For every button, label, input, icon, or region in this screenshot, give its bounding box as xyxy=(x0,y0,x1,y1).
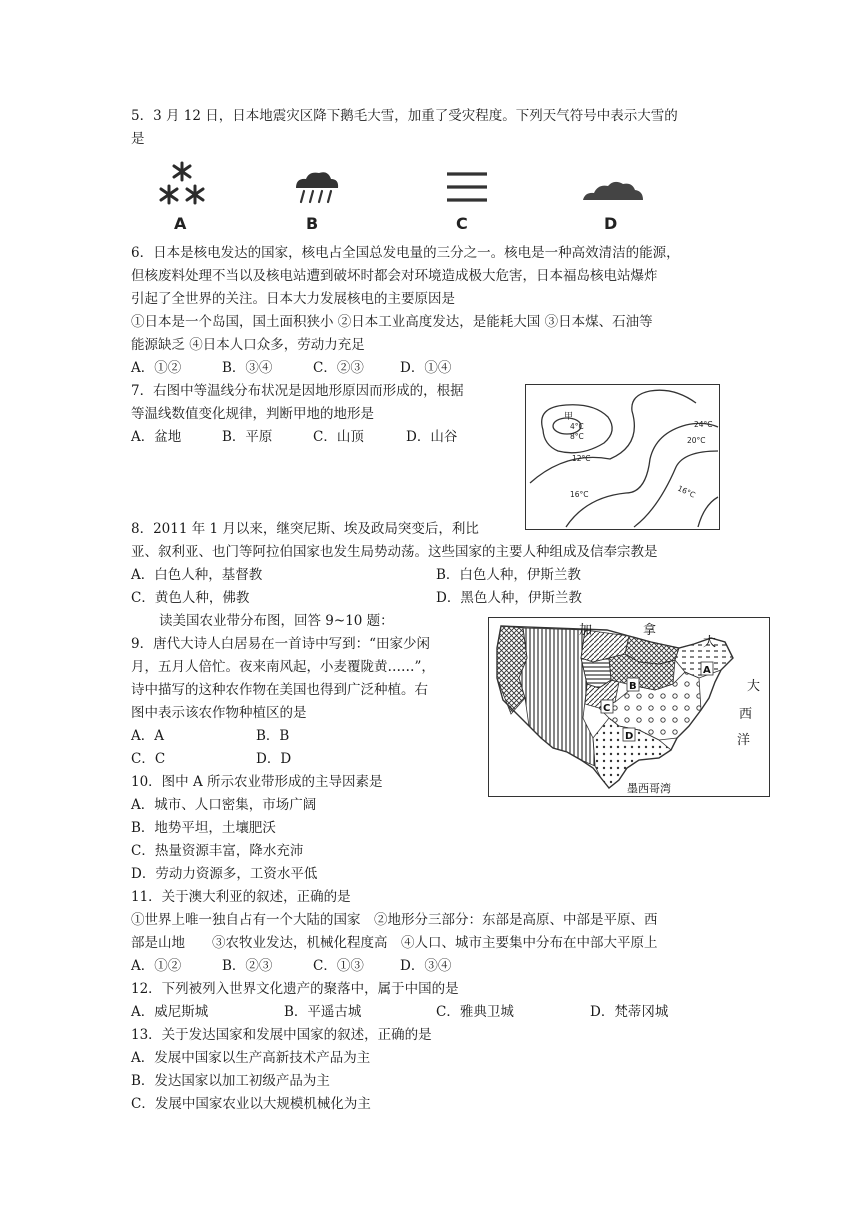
symbol-b-label: B xyxy=(306,214,319,233)
q6-option-b: B．③④ xyxy=(222,360,273,376)
q7-option-b: B．平原 xyxy=(222,429,273,445)
q13-option-b: B．发达国家以加工初级产品为主 xyxy=(131,1073,330,1089)
q11-option-b: B．②③ xyxy=(222,958,273,974)
q8-line1: 8．2011 年 1 月以来，继突尼斯、埃及政局突变后，利比 xyxy=(131,521,479,537)
q6-option-a: A．①② xyxy=(131,360,182,376)
canada-char-3: 大 xyxy=(703,635,717,650)
zone-c-label: C xyxy=(603,703,611,714)
q11-line2: ①世界上唯一独自占有一个大陆的国家 ②地形分三部分：东部是高原、中部是平原、西 xyxy=(131,912,658,928)
isotherm-16-right-label: 16°C xyxy=(676,483,697,500)
q7-option-d: D．山谷 xyxy=(406,429,458,445)
isotherm-16-label: 16°C xyxy=(570,490,589,499)
isotherm-12-label: 12°C xyxy=(572,454,591,463)
q11-option-a: A．①② xyxy=(131,958,182,974)
q9-line2: 月，五月人倍忙。夜来南风起，小麦覆陇黄……”， xyxy=(131,659,435,675)
q10-stem: 10．图中 A 所示农业带形成的主导因素是 xyxy=(131,774,383,790)
q9-line1: 9．唐代大诗人白居易在一首诗中写到：“田家少闲 xyxy=(131,636,430,652)
q13-option-c: C．发展中国家农业以大规模机械化为主 xyxy=(131,1096,371,1112)
q9-line4: 图中表示该农作物种植区的是 xyxy=(131,705,307,721)
atlantic-char-2: 西 xyxy=(739,707,753,722)
q6-line4: ①日本是一个岛国，国土面积狭小 ②日本工业高度发达，是能耗大国 ③日本煤、石油等 xyxy=(131,314,653,330)
q10-option-b: B．地势平坦，土壤肥沃 xyxy=(131,820,276,836)
q9-option-b: B．B xyxy=(256,728,290,744)
q5-stem-line1: 5．3 月 12 日，日本地震灾区降下鹅毛大雪，加重了受灾程度。下列天气符号中表示大雪的 xyxy=(131,108,678,124)
q6-line1: 6．日本是核电发达的国家，核电占全国总发电量的三分之一。核电是一种高效清洁的能源， xyxy=(131,245,680,261)
q11-line3: 部是山地 ③农牧业发达，机械化程度高 ④人口、城市主要集中分布在中部大平原上 xyxy=(131,935,658,951)
isotherm-24-label: 24°C xyxy=(694,420,713,429)
symbol-a-label: A xyxy=(174,214,187,233)
q9-option-c: C．C xyxy=(131,751,166,767)
q12-option-a: A．威尼斯城 xyxy=(131,1004,209,1020)
q8-option-b: B．白色人种，伊斯兰教 xyxy=(436,567,581,583)
q9-line3: 诗中描写的这种农作物在美国也得到广泛种植。右 xyxy=(131,682,428,698)
overcast-cloud-icon xyxy=(580,178,646,206)
q9-option-d: D．D xyxy=(256,751,292,767)
q5-stem-line2: 是 xyxy=(131,131,145,147)
q10-option-a: A．城市、人口密集，市场广阔 xyxy=(131,797,317,813)
q7-line2: 等温线数值变化规律，判断甲地的地形是 xyxy=(131,406,374,422)
symbol-d-label: D xyxy=(604,214,618,233)
gulf-of-mexico-label: 墨西哥湾 xyxy=(627,782,671,795)
canada-char-2: 拿 xyxy=(643,623,657,638)
q8-option-a: A．白色人种，基督教 xyxy=(131,567,263,583)
symbol-c-label: C xyxy=(456,214,468,233)
atlantic-char-1: 大 xyxy=(747,679,761,694)
q7-option-c: C．山顶 xyxy=(313,429,364,445)
isotherm-4-label: 4°C xyxy=(570,422,584,431)
isotherm-map xyxy=(526,385,719,529)
canada-char-1: 加 xyxy=(579,623,593,638)
q11-stem: 11．关于澳大利亚的叙述，正确的是 xyxy=(131,889,351,905)
q6-line2: 但核废料处理不当以及核电站遭到破坏时都会对环境造成极大危害，日本福岛核电站爆炸 xyxy=(131,268,658,284)
q11-option-c: C．①③ xyxy=(313,958,364,974)
q12-option-c: C．雅典卫城 xyxy=(436,1004,514,1020)
q10-option-c: C．热量资源丰富，降水充沛 xyxy=(131,843,304,859)
q12-option-b: B．平遥古城 xyxy=(284,1004,362,1020)
q12-option-d: D．梵蒂冈城 xyxy=(590,1004,669,1020)
isotherm-figure xyxy=(525,384,720,530)
q11-option-d: D．③④ xyxy=(400,958,452,974)
q6-line5: 能源缺乏 ④日本人口众多，劳动力充足 xyxy=(131,337,365,353)
fog-icon xyxy=(445,169,489,205)
reading-intro: 读美国农业带分布图，回答 9~10 题： xyxy=(159,613,394,629)
heavy-snow-icon xyxy=(158,160,208,212)
q13-option-a: A．发展中国家以生产高新技术产品为主 xyxy=(131,1050,371,1066)
us-agriculture-map xyxy=(488,617,770,797)
q8-option-d: D．黑色人种，伊斯兰教 xyxy=(436,590,582,606)
q8-line2: 亚、叙利亚、也门等阿拉伯国家也发生局势动荡。这些国家的主要人种组成及信奉宗教是 xyxy=(131,544,658,560)
q12-stem: 12．下列被列入世界文化遗产的聚落中，属于中国的是 xyxy=(131,981,459,997)
isotherm-20-label: 20°C xyxy=(687,436,706,445)
q7-line1: 7．右图中等温线分布状况是因地形原因而形成的，根据 xyxy=(131,383,464,399)
q7-option-a: A．盆地 xyxy=(131,429,182,445)
q6-option-c: C．②③ xyxy=(313,360,364,376)
point-jia-label: 甲 xyxy=(564,412,574,422)
isotherm-8-label: 8°C xyxy=(570,432,584,441)
rain-cloud-icon xyxy=(292,170,342,206)
q8-option-c: C．黄色人种，佛教 xyxy=(131,590,250,606)
q10-option-d: D．劳动力资源多，工资水平低 xyxy=(131,866,318,882)
atlantic-char-3: 洋 xyxy=(737,733,751,748)
zone-d-label: D xyxy=(625,731,634,742)
q13-stem: 13．关于发达国家和发展中国家的叙述，正确的是 xyxy=(131,1027,432,1043)
q9-option-a: A．A xyxy=(131,728,164,744)
q6-option-d: D．①④ xyxy=(400,360,452,376)
zone-a-label: A xyxy=(703,665,711,676)
zone-b-label: B xyxy=(629,681,637,692)
us-map-graphic xyxy=(489,618,769,796)
q6-line3: 引起了全世界的关注。日本大力发展核电的主要原因是 xyxy=(131,291,455,307)
